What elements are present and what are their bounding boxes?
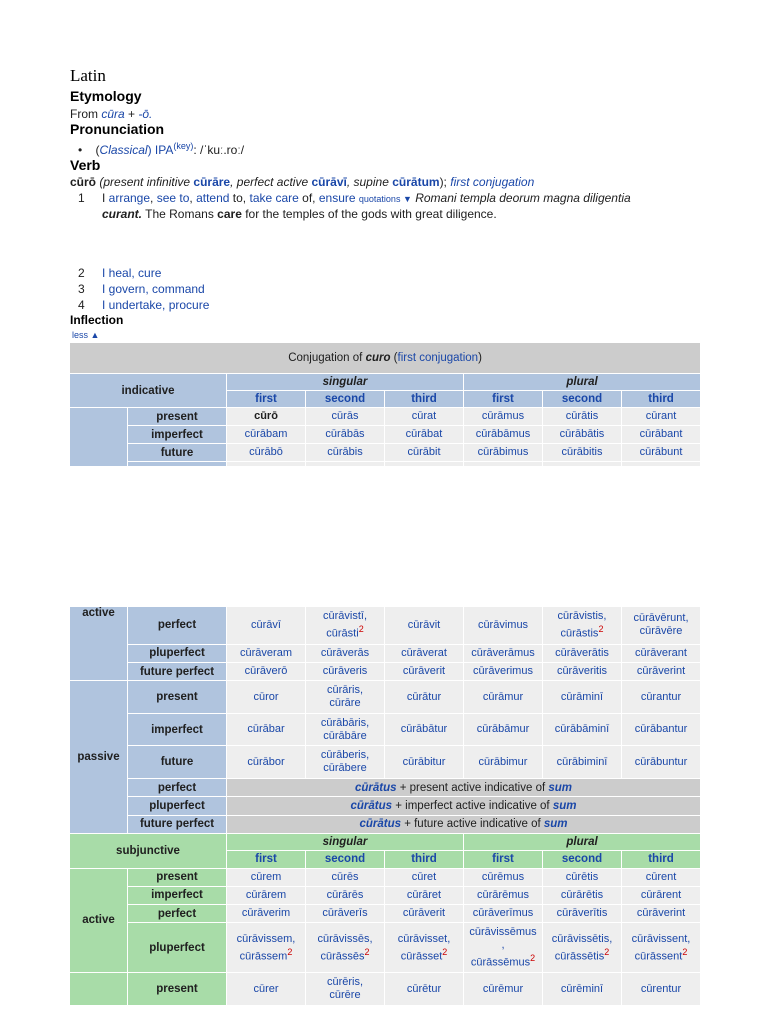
table-row [70, 462, 700, 466]
conjugation-form[interactable]: cūrāverant [622, 645, 700, 662]
table-title-link[interactable]: first conjugation [397, 352, 479, 364]
conjugation-form[interactable]: cūrēs [306, 869, 384, 886]
conjugation-form[interactable]: cūrāverimus [464, 663, 542, 680]
conjugation-form[interactable]: cūrem [227, 869, 305, 886]
tense-label [128, 462, 226, 466]
conjugation-form [306, 462, 384, 466]
person-header: second [306, 851, 384, 867]
conjugation-form[interactable]: cūrāvisset, cūrāsset$^2$ [385, 923, 463, 972]
conjugation-form[interactable]: cūrat [385, 408, 463, 425]
person-header: third [385, 391, 463, 407]
conjugation-form[interactable]: cūrāverātis [543, 645, 621, 662]
conjugation-form[interactable]: cūrāris, cūrāre [306, 681, 384, 713]
conjugation-form[interactable]: cūrētis [543, 869, 621, 886]
conjugation-form[interactable]: cūrēris, cūrēre [306, 973, 384, 1005]
infinitive-link[interactable]: cūrāre [193, 175, 231, 189]
quotations-toggle[interactable]: quotations ▼ [358, 194, 412, 204]
tense-label: pluperfect [128, 797, 226, 814]
conjugation-form [543, 462, 621, 466]
conjugation-form[interactable]: cūrāverat [385, 645, 463, 662]
table-row [70, 779, 700, 796]
table-title: Conjugation of curo (first conjugation) [70, 343, 700, 373]
etymology-link-o[interactable]: -ō. [138, 107, 153, 121]
conjugation-form [227, 462, 305, 466]
periphrastic-form: cūrātus + future active indicative of sum [227, 816, 700, 833]
conjugation-form[interactable]: cūrāminī [543, 681, 621, 713]
person-header: first [464, 851, 542, 867]
sense-1: 1 I arrange, see to, attend to, take care of, ensure quotations ▼ Romani templa deorum magna diligentia [78, 191, 631, 205]
conjugation-form [622, 462, 700, 466]
conjugation-form: cūrō [227, 408, 305, 425]
indicative-header: indicative [70, 374, 226, 407]
conjugation-form[interactable]: cūrāverint [622, 663, 700, 680]
sense-1-quote: curant. The Romans care for the temples of the gods with great diligence. [102, 207, 497, 221]
conjugation-form[interactable]: cūrāvissēmus , cūrāssēmus$^2$ [464, 923, 542, 972]
ipa-key-link[interactable]: (key) [173, 141, 194, 151]
tense-label: perfect [128, 779, 226, 796]
conjugation-form[interactable]: cūrābar [227, 714, 305, 746]
conjugation-form[interactable]: cūrāverīmus [464, 905, 542, 922]
arrange-link[interactable]: arrange [108, 191, 151, 205]
sense-4-link[interactable]: I undertake, procure [102, 298, 210, 312]
conjugation-form[interactable]: cūrābantur [622, 714, 700, 746]
conjugation-form[interactable]: cūrāveris [306, 663, 384, 680]
table-row [70, 681, 700, 713]
table-row [70, 444, 700, 461]
etymology-line: From cūra + -ō. [70, 107, 153, 121]
table-row [70, 869, 700, 886]
conjugation-form[interactable]: cūrāberis, cūrābere [306, 746, 384, 778]
tense-label: present [128, 681, 226, 713]
conjugation-form[interactable]: cūrābimur [464, 746, 542, 778]
table-row [70, 663, 700, 680]
conjugation-form[interactable]: cūrābimus [464, 444, 542, 461]
passive-voice-label [70, 973, 127, 1005]
classical-link[interactable]: Classical [99, 143, 148, 157]
conjugation-form[interactable]: cūrābō [227, 444, 305, 461]
first-conjugation-link[interactable]: first conjugation [450, 175, 535, 189]
periphrastic-form: cūrātus + present active indicative of sum [227, 779, 700, 796]
conjugation-form[interactable]: cūrātur [385, 681, 463, 713]
tense-label: present [128, 408, 226, 425]
conjugation-form[interactable]: cūrāvit [385, 607, 463, 644]
conjugation-table-top [69, 342, 701, 467]
conjugation-form[interactable]: cūrentur [622, 973, 700, 1005]
conjugation-form[interactable]: cūrāveram [227, 645, 305, 662]
table-row [70, 923, 700, 972]
tense-label: perfect [128, 607, 226, 644]
conjugation-form [385, 462, 463, 466]
conjugation-form[interactable]: cūrāvimus [464, 607, 542, 644]
inflection-heading: Inflection [70, 313, 124, 327]
conjugation-form[interactable]: cūrābant [622, 426, 700, 443]
subjunctive-header: subjunctive [70, 834, 226, 868]
conjugation-form[interactable]: cūrāverim [227, 905, 305, 922]
tense-label: pluperfect [128, 923, 226, 972]
conjugation-form[interactable]: cūrāvī [227, 607, 305, 644]
ipa-link[interactable]: ) IPA [147, 143, 174, 157]
conjugation-form[interactable]: cūrārent [622, 887, 700, 904]
language-heading: Latin [70, 66, 106, 85]
see-to-link[interactable]: see to [156, 191, 190, 205]
conjugation-form[interactable]: cūrāverās [306, 645, 384, 662]
person-header: second [543, 391, 621, 407]
conjugation-form[interactable]: cūrēmus [464, 869, 542, 886]
conjugation-form[interactable]: cūrārēmus [464, 887, 542, 904]
conjugation-form[interactable]: cūrābam [227, 426, 305, 443]
conjugation-form[interactable]: cūrāvissētis, cūrāssētis$^2$ [543, 923, 621, 972]
tense-label: future perfect [128, 816, 226, 833]
conjugation-form[interactable]: cūrāverīs [306, 905, 384, 922]
table-row [70, 834, 700, 850]
conjugation-form[interactable]: cūrābor [227, 746, 305, 778]
singular-header: singular [227, 834, 463, 850]
conjugation-form[interactable]: cūrētur [385, 973, 463, 1005]
conjugation-form[interactable]: cūrāveritis [543, 663, 621, 680]
tense-label: future perfect [128, 663, 226, 680]
conjugation-form[interactable]: cūror [227, 681, 305, 713]
conjugation-form[interactable]: cūrābāmur [464, 714, 542, 746]
tense-label: imperfect [128, 887, 226, 904]
conjugation-form[interactable]: cūrābitis [543, 444, 621, 461]
conjugation-form[interactable]: cūrāvissent, cūrāssent$^2$ [622, 923, 700, 972]
supine-link[interactable]: cūrātum [392, 175, 440, 189]
table-row [70, 645, 700, 662]
conjugation-form[interactable]: cūrātis [543, 408, 621, 425]
table-row [70, 607, 700, 644]
conjugation-form[interactable]: cūrer [227, 973, 305, 1005]
table-row [70, 426, 700, 443]
conjugation-form[interactable]: cūrārēs [306, 887, 384, 904]
conjugation-form[interactable]: cūrāverit [385, 663, 463, 680]
conjugation-form[interactable]: cūrant [622, 408, 700, 425]
conjugation-form[interactable]: cūrābit [385, 444, 463, 461]
person-header: second [306, 391, 384, 407]
conjugation-form[interactable]: cūrāverāmus [464, 645, 542, 662]
sense-3: 3 I govern, command [78, 282, 205, 296]
table-row [70, 746, 700, 778]
tense-label: future [128, 746, 226, 778]
passive-voice-label: passive [70, 681, 127, 833]
conjugation-form[interactable]: cūrāvistī, cūrāsti$^2$ [306, 607, 384, 644]
sense-2: 2 I heal, cure [78, 266, 162, 280]
conjugation-form[interactable]: cūrās [306, 408, 384, 425]
conjugation-form[interactable]: cūrāvissēs, cūrāssēs$^2$ [306, 923, 384, 972]
tense-label: present [128, 973, 226, 1005]
conjugation-form[interactable]: cūrēmur [464, 973, 542, 1005]
active-voice-label [70, 408, 127, 466]
conjugation-form[interactable]: cūrābāris, cūrābāre [306, 714, 384, 746]
conjugation-form[interactable]: cūrāverō [227, 663, 305, 680]
table-row [70, 816, 700, 833]
conjugation-form[interactable]: cūrāvistis, cūrāstis$^2$ [543, 607, 621, 644]
person-header: third [622, 391, 700, 407]
etymology-heading: Etymology [70, 88, 142, 104]
conjugation-form[interactable]: cūrārem [227, 887, 305, 904]
person-header: first [227, 851, 305, 867]
ensure-link[interactable]: ensure [318, 191, 356, 205]
active-voice-label: active [70, 607, 127, 680]
conjugation-form[interactable]: cūrāverint [622, 905, 700, 922]
conjugation-form[interactable]: cūrābātis [543, 426, 621, 443]
tense-label: perfect [128, 905, 226, 922]
conjugation-form[interactable]: cūrāmur [464, 681, 542, 713]
conjugation-form[interactable]: cūrāvissem, cūrāssem$^2$ [227, 923, 305, 972]
less-toggle[interactable]: less ▲ [69, 328, 699, 344]
person-header: third [622, 851, 700, 867]
conjugation-form[interactable]: cūrābāminī [543, 714, 621, 746]
conjugation-form[interactable]: cūrābunt [622, 444, 700, 461]
sense-3-link[interactable]: I govern, command [102, 282, 205, 296]
conjugation-form[interactable]: cūrāmus [464, 408, 542, 425]
table-row [70, 408, 700, 425]
tense-label: pluperfect [128, 645, 226, 662]
tense-label: present [128, 869, 226, 886]
conjugation-form[interactable]: cūrābat [385, 426, 463, 443]
table-row [70, 797, 700, 814]
conjugation-form[interactable]: cūrārētis [543, 887, 621, 904]
conjugation-form[interactable]: cūrāverit [385, 905, 463, 922]
conjugation-form[interactable]: cūret [385, 869, 463, 886]
sense-2-link[interactable]: I heal, cure [102, 266, 162, 280]
attend-link[interactable]: attend [196, 191, 230, 205]
conjugation-form[interactable]: cūrābāmus [464, 426, 542, 443]
periphrastic-form: cūrātus + imperfect active indicative of sum [227, 797, 700, 814]
conjugation-form[interactable]: cūrāvērunt, cūrāvēre [622, 607, 700, 644]
plural-header: plural [464, 374, 700, 390]
etymology-link-cura[interactable]: cūra [101, 107, 125, 121]
conjugation-form[interactable]: cūrābās [306, 426, 384, 443]
active-voice-label: active [70, 869, 127, 973]
singular-header: singular [227, 374, 463, 390]
conjugation-form[interactable]: cūrābitur [385, 746, 463, 778]
tense-label: imperfect [128, 426, 226, 443]
table-row [70, 905, 700, 922]
person-header: first [227, 391, 305, 407]
table-row [70, 973, 700, 1005]
conjugation-form[interactable]: cūrābis [306, 444, 384, 461]
conjugation-form[interactable]: cūrent [622, 869, 700, 886]
take-care-link[interactable]: take care [249, 191, 299, 205]
verb-heading: Verb [70, 157, 101, 173]
conjugation-form[interactable]: cūrābuntur [622, 746, 700, 778]
tense-label: imperfect [128, 714, 226, 746]
conjugation-form[interactable]: cūrantur [622, 681, 700, 713]
sense-4: 4 I undertake, procure [78, 298, 210, 312]
person-header: second [543, 851, 621, 867]
tense-label: future [128, 444, 226, 461]
conjugation-table-bottom [69, 606, 701, 1006]
perfect-link[interactable]: cūrāvī [311, 175, 347, 189]
table-row [70, 714, 700, 746]
pronunciation-line: • (Classical) $IPA^{(key)}$: /ˈkuː.roː/ [78, 141, 245, 157]
pronunciation-heading: Pronunciation [70, 121, 165, 137]
conjugation-form[interactable]: cūrāverītis [543, 905, 621, 922]
conjugation-form[interactable]: cūrābiminī [543, 746, 621, 778]
conjugation-form[interactable]: cūrāret [385, 887, 463, 904]
conjugation-form[interactable]: cūrēminī [543, 973, 621, 1005]
person-header: third [385, 851, 463, 867]
person-header: first [464, 391, 542, 407]
conjugation-form [464, 462, 542, 466]
headword-line: cūrō (present infinitive cūrāre, perfect active cūrāvī, supine cūrātum); first conjugation [70, 175, 535, 189]
conjugation-form[interactable]: cūrābātur [385, 714, 463, 746]
plural-header: plural [464, 834, 700, 850]
table-row [70, 887, 700, 904]
